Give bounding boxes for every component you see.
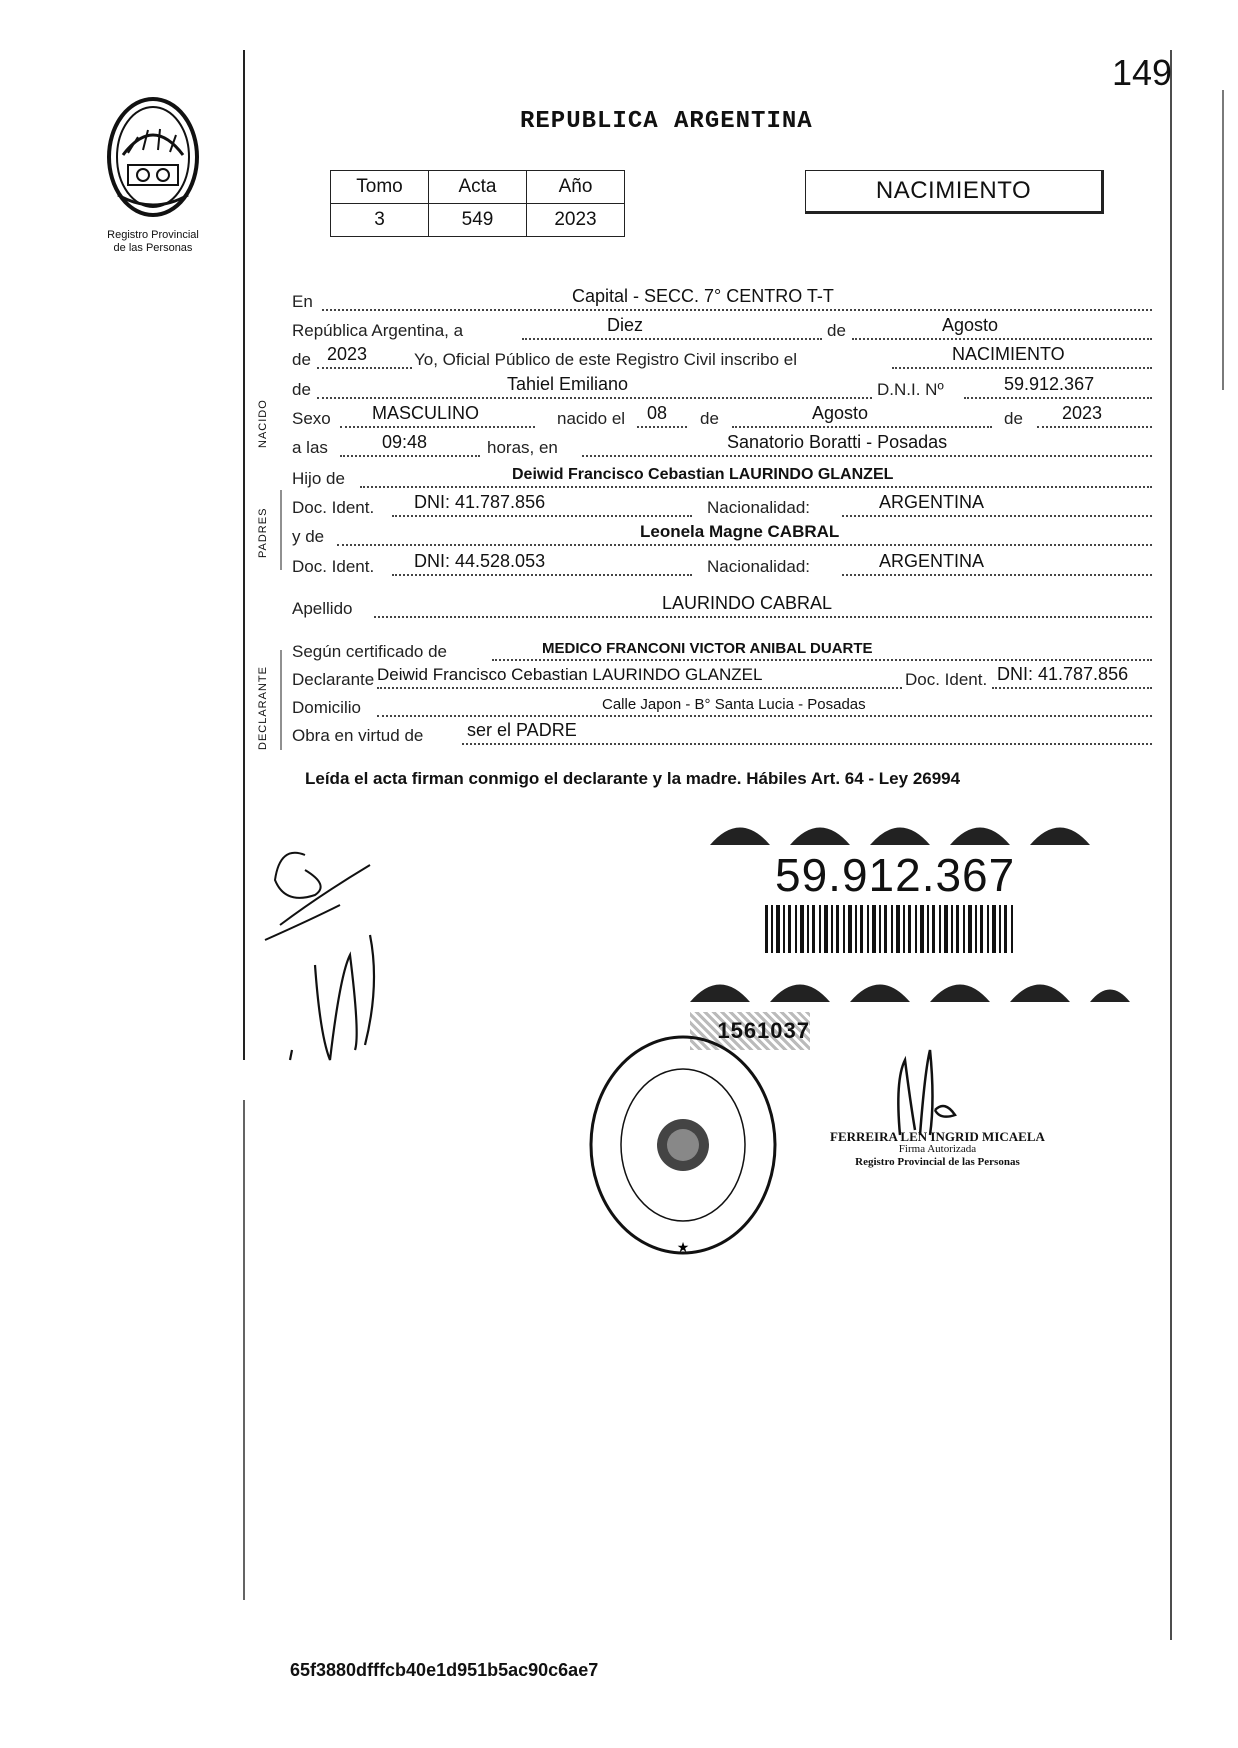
logo-caption-2: de las Personas	[113, 242, 193, 254]
label-nacido-el: nacido el	[557, 409, 626, 428]
row-inscribo	[292, 346, 1152, 372]
value-mes: Agosto	[942, 315, 999, 335]
header-anio: Año	[527, 171, 625, 204]
value-doc-padre: DNI: 41.787.856	[414, 492, 546, 512]
row-domicilio	[292, 694, 1152, 720]
document-title: REPUBLICA ARGENTINA	[520, 108, 813, 135]
row-padre	[292, 465, 1152, 491]
sticker-number: 59.912.367	[775, 849, 1016, 901]
value-nac-anio: 2023	[1062, 403, 1103, 423]
value-nacionalidad-padre: ARGENTINA	[879, 492, 985, 512]
value-doc-madre: DNI: 44.528.053	[414, 551, 546, 571]
value-nac-dia: 08	[647, 403, 668, 423]
handwritten-signature-left	[260, 835, 420, 1070]
row-apellido	[292, 595, 1152, 621]
label-de-nombre: de	[292, 380, 311, 399]
row-sexo	[292, 405, 1152, 431]
label-nac-de2: de	[1004, 409, 1023, 428]
row-madre	[292, 523, 1152, 549]
header-tomo: Tomo	[331, 171, 429, 204]
registry-logo	[88, 95, 218, 260]
row-doc-padre	[292, 494, 1152, 520]
value-lugar: Sanatorio Boratti - Posadas	[727, 432, 948, 452]
row-hora	[292, 434, 1152, 460]
padres-divider	[280, 490, 282, 570]
label-sexo: Sexo	[292, 409, 331, 428]
label-nac-de: de	[700, 409, 719, 428]
value-dia: Diez	[607, 315, 644, 335]
row-obra	[292, 722, 1152, 748]
value-acta: 549	[429, 204, 527, 237]
record-type-box: NACIMIENTO	[805, 170, 1104, 214]
footer-hash: 65f3880dfffcb40e1d951b5ac90c6ae7	[290, 1660, 599, 1680]
handwritten-signature-right	[880, 1040, 980, 1140]
security-pattern-bottom	[690, 962, 1130, 1012]
barcode-icon	[765, 905, 1035, 955]
signer-name: FERREIRA LEN INGRID MICAELA	[830, 1129, 1045, 1144]
label-declarante: Declarante	[292, 670, 375, 689]
row-certificado	[292, 638, 1152, 664]
value-nombre: Tahiel Emiliano	[507, 374, 629, 394]
value-nac-mes: Agosto	[812, 403, 869, 423]
label-en: En	[292, 292, 313, 311]
value-padre: Deiwid Francisco Cebastian LAURINDO GLANZEL	[512, 466, 894, 483]
label-dni: D.N.I. Nº	[877, 380, 944, 399]
value-sexo: MASCULINO	[372, 403, 480, 423]
label-domicilio: Domicilio	[292, 698, 361, 717]
value-en: Capital - SECC. 7° CENTRO T-T	[572, 286, 834, 306]
right-edge-line	[1222, 90, 1224, 390]
row-en	[292, 288, 1152, 314]
side-label-declarante: DECLARANTE	[257, 666, 269, 750]
value-tomo: 3	[331, 204, 429, 237]
label-horas-en: horas, en	[487, 438, 558, 457]
value-domicilio: Calle Japon - B° Santa Lucia - Posadas	[602, 696, 866, 713]
row-nombre	[292, 376, 1152, 402]
sticker-code: 1561037	[690, 1012, 810, 1050]
label-oficial: Yo, Oficial Público de este Registro Civil inscribo el	[414, 350, 797, 369]
label-nacionalidad-1: Nacionalidad:	[707, 498, 811, 517]
svg-text:★: ★	[676, 1240, 690, 1256]
label-republica: República Argentina, a	[292, 321, 464, 340]
registry-table	[330, 170, 625, 237]
official-seal-icon	[583, 1030, 783, 1260]
value-obra: ser el PADRE	[467, 720, 577, 740]
header-acta: Acta	[429, 171, 527, 204]
value-decl-doc: DNI: 41.787.856	[997, 664, 1129, 684]
value-apellido: LAURINDO CABRAL	[662, 593, 833, 613]
label-a-las: a las	[292, 438, 328, 457]
label-doc-ident-1: Doc. Ident.	[292, 498, 375, 517]
value-anio: 2023	[327, 344, 368, 364]
left-margin-line	[243, 50, 245, 1060]
declarante-divider	[280, 650, 282, 750]
right-margin-line	[1170, 50, 1172, 1640]
side-label-padres: PADRES	[257, 507, 269, 558]
value-nacionalidad-madre: ARGENTINA	[879, 551, 985, 571]
value-anio: 2023	[527, 204, 625, 237]
signer-role: Firma Autorizada	[898, 1143, 977, 1155]
side-label-nacido: NACIDO	[257, 399, 269, 448]
row-doc-madre	[292, 553, 1152, 579]
value-madre: Leonela Magne CABRAL	[640, 522, 840, 541]
value-hora: 09:48	[382, 432, 428, 452]
signer-org: Registro Provincial de las Personas	[855, 1156, 1020, 1168]
left-margin-line-lower	[243, 1100, 245, 1600]
legal-text: Leída el acta firman conmigo el declarante y la madre. Hábiles Art. 64 - Ley 26994	[305, 769, 961, 788]
label-de-anio: de	[292, 350, 311, 369]
row-fecha	[292, 317, 1152, 343]
value-inscribo: NACIMIENTO	[952, 344, 1065, 364]
label-apellido: Apellido	[292, 599, 353, 618]
label-certificado: Según certificado de	[292, 642, 447, 661]
misiones-emblem-icon	[98, 95, 208, 220]
label-obra: Obra en virtud de	[292, 726, 424, 745]
value-dni: 59.912.367	[1004, 374, 1095, 394]
label-de-mes: de	[827, 321, 846, 340]
label-doc-ident-2: Doc. Ident.	[292, 557, 375, 576]
value-declarante: Deiwid Francisco Cebastian LAURINDO GLANZEL	[377, 665, 763, 684]
value-certificado: MEDICO FRANCONI VICTOR ANIBAL DUARTE	[542, 640, 873, 657]
page-number: 149	[1112, 52, 1173, 93]
label-decl-doc: Doc. Ident.	[905, 670, 988, 689]
logo-caption-1: Registro Provincial	[107, 229, 199, 241]
label-y-de: y de	[292, 527, 325, 546]
label-nacionalidad-2: Nacionalidad:	[707, 557, 811, 576]
signature-block	[830, 1130, 1045, 1169]
row-declarante	[292, 666, 1152, 692]
label-hijo-de: Hijo de	[292, 469, 345, 488]
